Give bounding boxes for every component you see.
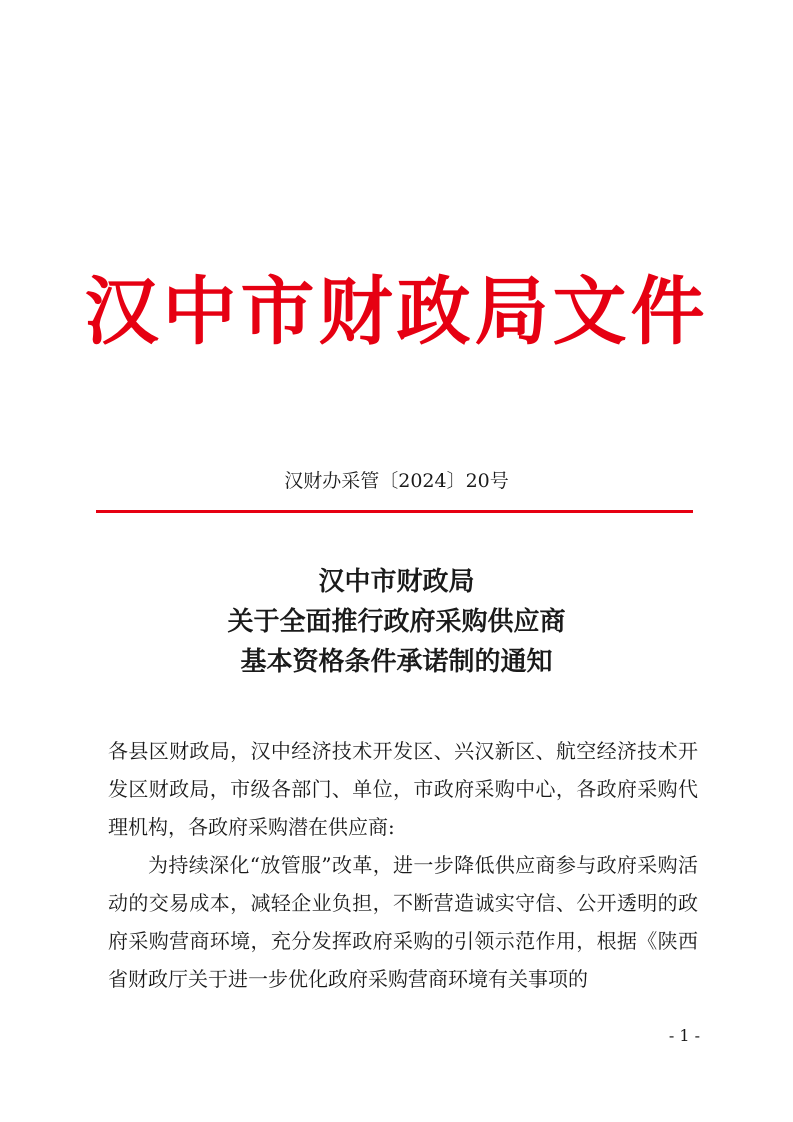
title-line-2: 关于全面推行政府采购供应商: [227, 607, 566, 637]
red-divider-line: [96, 510, 693, 513]
page-number: - 1 -: [668, 1026, 700, 1045]
document-body: [108, 732, 698, 998]
body-paragraph: 为持续深化“放管服”改革，进一步降低供应商参与政府采购活动的交易成本，减轻企业负担，不断营造诚实守信、公开透明的政府采购营商环境，充分发挥政府采购的引领示范作用，根据《陕西省财政厅关于进一步优化政府采购营商环境有关事项的: [108, 853, 698, 991]
addressees-paragraph: 各县区财政局，汉中经济技术开发区、兴汉新区、航空经济技术开发区财政局，市级各部门、单位，市政府采购中心，各政府采购代理机构，各政府采购潜在供应商:: [108, 739, 698, 839]
title-line-1: 汉中市财政局: [318, 567, 475, 597]
document-title: [0, 562, 793, 682]
masthead-title: 汉中市财政局文件: [84, 269, 709, 355]
title-line-3: 基本资格条件承诺制的通知: [240, 647, 553, 677]
document-number: 汉财办采管〔2024〕20号: [284, 470, 509, 492]
